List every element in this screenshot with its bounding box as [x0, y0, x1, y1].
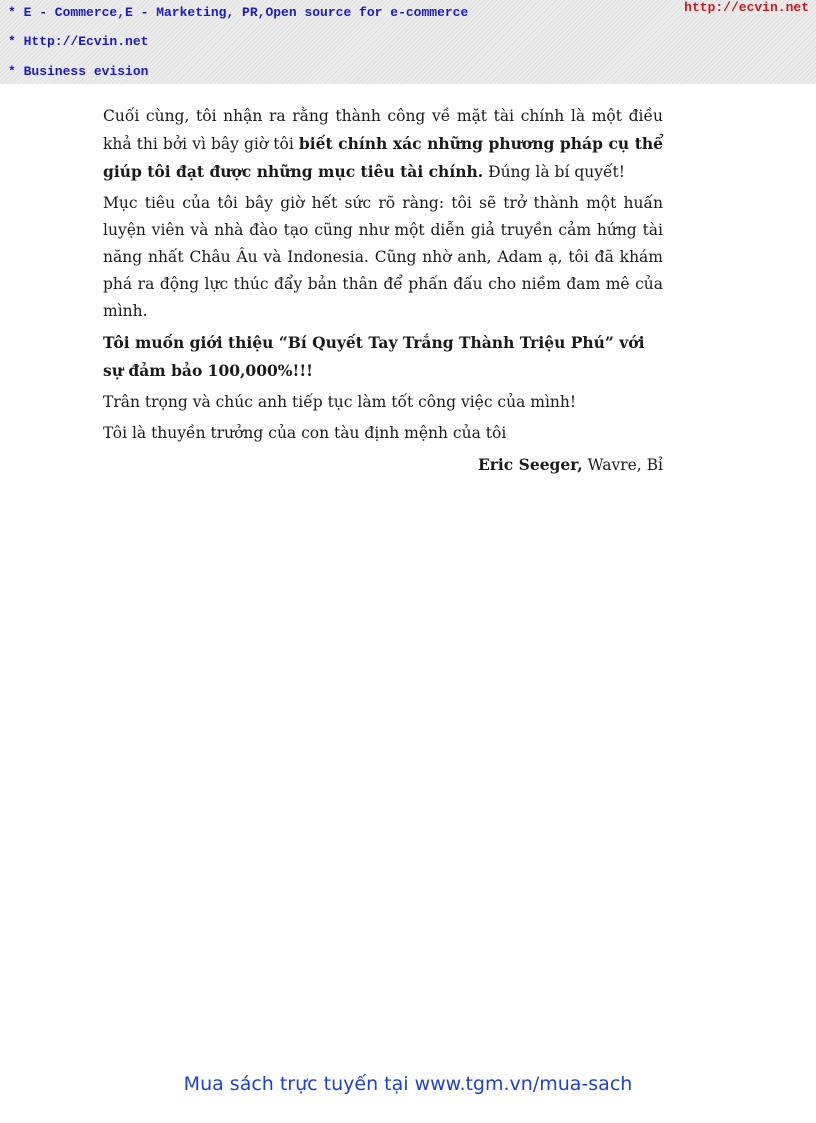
paragraph-bold-text: biết chính xác những phương pháp cụ thể giúp tôi đạt được những mục tiêu tài chính. [103, 134, 663, 181]
header-line-business: * Business evision [8, 64, 149, 79]
paragraph-captain: Tôi là thuyền trưởng của con tàu định mệnh của tôi [103, 424, 507, 442]
header-line-website: * Http://Ecvin.net [8, 34, 149, 49]
header-line-topics: * E - Commerce,E - Marketing, PR,Open source for e-commerce [8, 5, 469, 20]
paragraph-goal: Mục tiêu của tôi bây giờ hết sức rõ ràng: tôi sẽ trở thành một huấn luyện viên và nhà đào tạo cũng như một diễn giả truyền cảm hứng tài năng nhất Châu Âu và Indonesia. Cũng nhờ anh, Adam ạ, tôi đã khám phá ra động lực thúc đẩy bản thân để phấn đấu cho niềm đam mê của mình. [103, 194, 663, 320]
paragraph-bold-text: Tôi muốn giới thiệu “Bí Quyết Tay Trắng Thành Triệu Phú” với sự đảm bảo 100,000%!!! [103, 333, 645, 380]
paragraph-text: Đúng là bí quyết! [483, 163, 625, 181]
header-url-link[interactable]: http://ecvin.net [684, 0, 809, 15]
paragraph-financial-success [103, 103, 663, 186]
paragraph-recommendation [103, 329, 663, 385]
footer-link[interactable]: Mua sách trực tuyến tại www.tgm.vn/mua-sach [183, 1073, 633, 1095]
page-header [0, 0, 816, 84]
signature-place: Wavre, Bỉ [582, 456, 663, 474]
paragraph-text: Cuối cùng, tôi nhận ra rằng thành công về mặt tài chính là một điều khả thi bởi vì bây giờ tôi [103, 107, 663, 153]
signature-name: Eric Seeger, [477, 455, 583, 474]
signature [103, 451, 663, 479]
letter-body [103, 103, 663, 483]
paragraph-thanks: Trân trọng và chúc anh tiếp tục làm tốt công việc của mình! [103, 393, 577, 411]
